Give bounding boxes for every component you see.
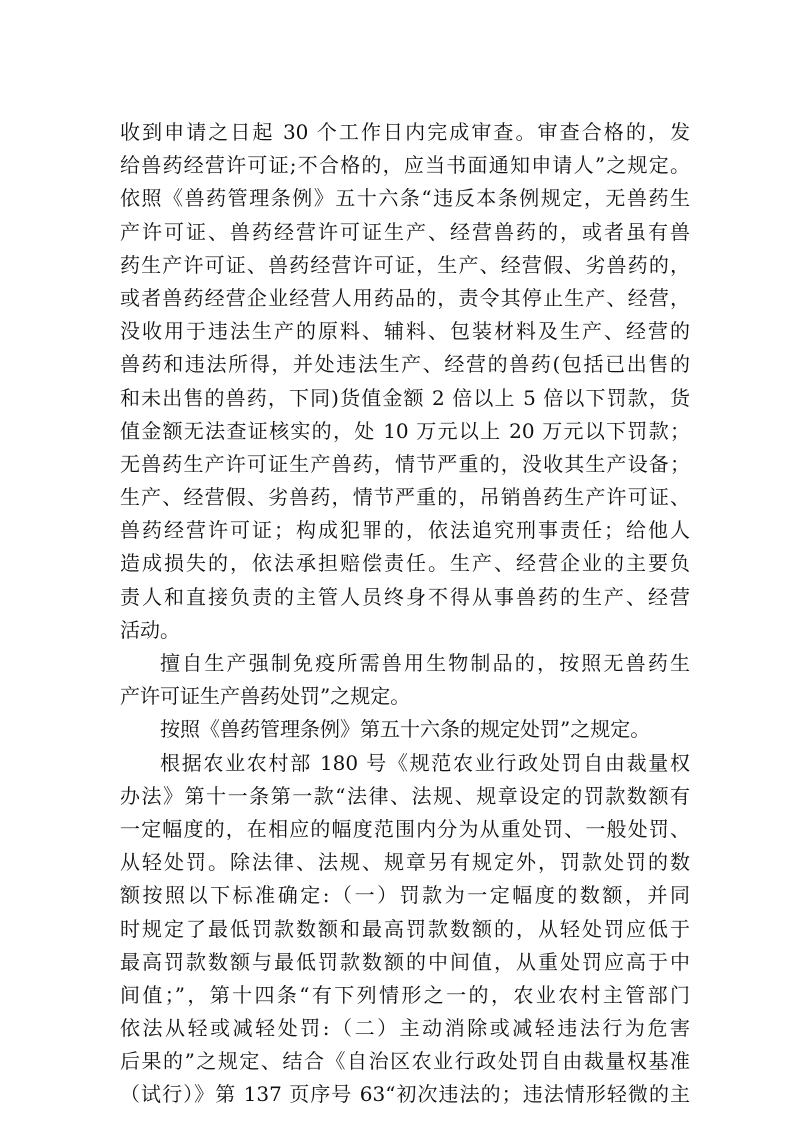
text-line: 产许可证、兽药经营许可证生产、经营兽药的，或者虽有兽 <box>120 219 690 244</box>
text-line: 给兽药经营许可证;不合格的，应当书面通知申请人”之规定。 <box>120 153 690 178</box>
text-line: 一定幅度的，在相应的幅度范围内分为从重处罚、一般处罚、 <box>120 816 690 841</box>
text-line: 按照《兽药管理条例》第五十六条的规定处罚”之规定。 <box>160 717 651 742</box>
text-line: 兽药经营许可证；构成犯罪的，依法追究刑事责任；给他人 <box>120 518 690 543</box>
text-line: 无兽药生产许可证生产兽药，情节严重的，没收其生产设备； <box>120 451 690 476</box>
text-line: 擅自生产强制免疫所需兽用生物制品的，按照无兽药生 <box>160 651 690 675</box>
text-line: 后果的”之规定、结合《自治区农业行政处罚自由裁量权基准 <box>120 1049 690 1074</box>
text-line: 额按照以下标准确定:（一）罚款为一定幅度的数额，并同 <box>120 883 690 908</box>
text-line: 收到申请之日起 30 个工作日内完成审查。审查合格的，发 <box>120 120 690 144</box>
text-line: 责人和直接负责的主管人员终身不得从事兽药的生产、经营 <box>120 584 690 609</box>
text-line: 生产、经营假、劣兽药，情节严重的，吊销兽药生产许可证、 <box>120 485 690 510</box>
text-line: 时规定了最低罚款数额和最高罚款数额的，从轻处罚应低于 <box>120 916 690 941</box>
text-line: 兽药和违法所得，并处违法生产、经营的兽药(包括已出售的 <box>120 352 690 377</box>
text-line: 造成损失的，依法承担赔偿责任。生产、经营企业的主要负 <box>120 551 690 576</box>
text-line: 和未出售的兽药，下同)货值金额 2 倍以上 5 倍以下罚款，货 <box>120 385 690 410</box>
text-line: 从轻处罚。除法律、法规、规章另有规定外，罚款处罚的数 <box>120 850 690 875</box>
text-line: 值金额无法查证核实的，处 10 万元以上 20 万元以下罚款； <box>120 418 690 443</box>
document-page <box>120 116 690 1112</box>
text-line: 或者兽药经营企业经营人用药品的，责令其停止生产、经营， <box>120 285 690 310</box>
text-line: 依法从轻或减轻处罚:（二）主动消除或减轻违法行为危害 <box>120 1016 690 1041</box>
text-line: 最高罚款数额与最低罚款数额的中间值，从重处罚应高于中 <box>120 949 690 974</box>
text-line: 依照《兽药管理条例》五十六条“违反本条例规定，无兽药生 <box>120 186 690 211</box>
text-line: 药生产许可证、兽药经营许可证，生产、经营假、劣兽药的， <box>120 252 690 277</box>
text-line: 活动。 <box>120 617 180 642</box>
text-line: 产许可证生产兽药处罚”之规定。 <box>120 684 411 709</box>
text-line: 没收用于违法生产的原料、辅料、包装材料及生产、经营的 <box>120 319 690 344</box>
text-line: （试行）》第 137 页序号 63“初次违法的；违法情形轻微的主 <box>120 1082 690 1107</box>
text-line: 间值；”，第十四条“有下列情形之一的，农业农村主管部门 <box>120 982 690 1007</box>
text-line: 根据农业农村部 180 号《规范农业行政处罚自由裁量权 <box>160 750 690 775</box>
text-line: 办法》第十一条第一款“法律、法规、规章设定的罚款数额有 <box>120 783 690 808</box>
